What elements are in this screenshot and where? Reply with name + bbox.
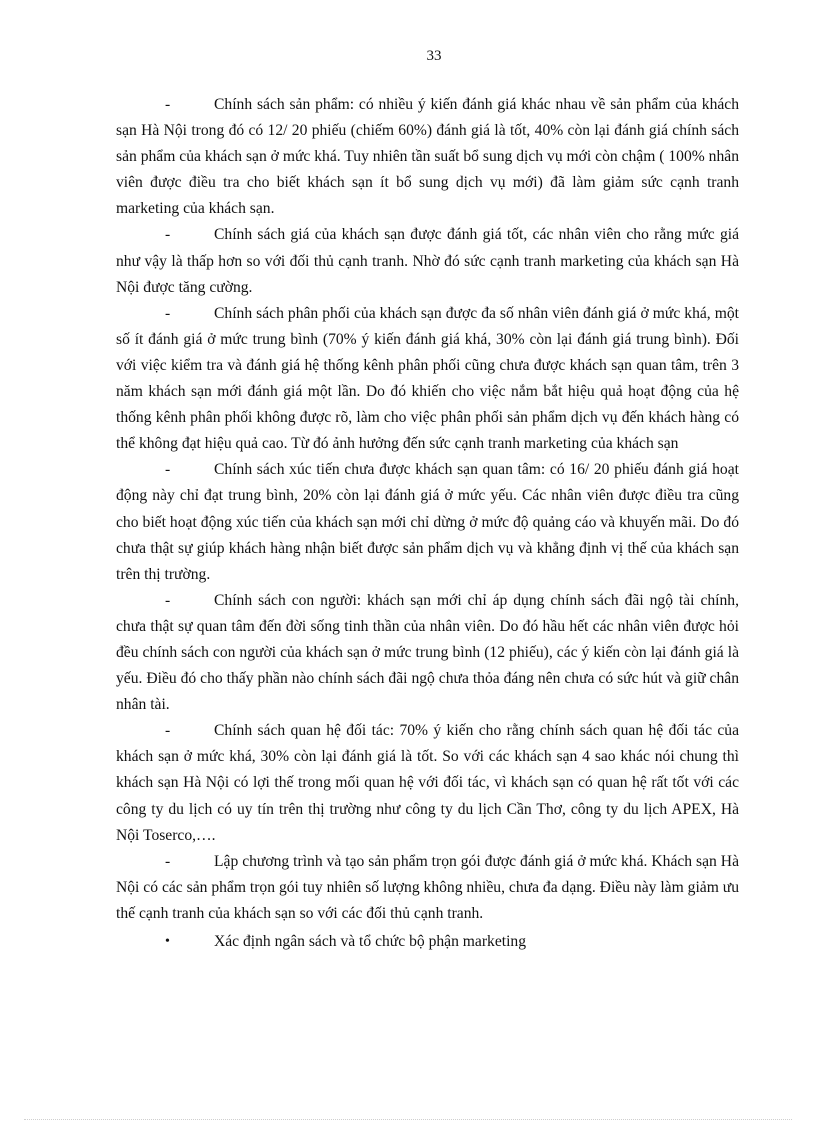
paragraph-text: Chính sách giá của khách sạn được đánh giá tốt, các nhân viên cho rằng mức giá như vậy là thấp hơn so với đối thủ cạnh tranh. Nhờ đó sức cạnh tranh marketing của khách sạn Hà Nội được tăng cường. [116,226,739,296]
dash-marker: - [165,226,171,244]
page-bottom-divider [24,1119,792,1120]
paragraph-package-products [116,849,739,927]
paragraph-product-policy [116,92,739,222]
paragraph-text: Chính sách xúc tiến chưa được khách sạn quan tâm: có 16/ 20 phiếu đánh giá hoạt động này chỉ đạt trung bình, 20% còn lại đánh giá ở mức yếu. Các nhân viên được điều tra cũng cho biết hoạt động xúc tiến của khách sạn mới chỉ dừng ở mức độ quảng cáo và khuyến mãi. Do đó chưa thật sự giúp khách hàng nhận biết được sản phẩm dịch vụ và khẳng định vị thế của khách sạn trên thị trường. [116,461,739,583]
dash-marker: - [165,591,171,609]
dash-marker: - [165,461,171,479]
paragraph-distribution-policy [116,301,739,458]
paragraph-partnership-policy [116,718,739,848]
dash-marker: - [165,304,171,322]
paragraph-text: Chính sách con người: khách sạn mới chỉ áp dụng chính sách đãi ngộ tài chính, chưa thật sự quan tâm đến đời sống tinh thần của nhân viên. Do đó hầu hết các nhân viên được hỏi đều chính sách con người của khách sạn ở mức trung bình (12 phiếu), các ý kiến còn lại đánh giá là yếu. Điều đó cho thấy phần nào chính sách đãi ngộ chưa thỏa đáng nên chưa có sức hút và giữ chân nhân tài. [116,591,739,714]
bullet-heading-text: Xác định ngân sách và tổ chức bộ phận marketing [214,933,526,950]
paragraph-text: Chính sách sản phẩm: có nhiều ý kiến đánh giá khác nhau về sản phẩm của khách sạn Hà Nội trong đó có 12/ 20 phiếu (chiếm 60%) đánh giá là tốt, 40% còn lại đánh giá chính sách sản phẩm của khách sạn ở mức khá. Tuy nhiên tần suất bổ sung dịch vụ mới còn chậm ( 100% nhân viên được điều tra cho biết khách sạn ít bổ sung dịch vụ mới) đã làm giảm sức cạnh tranh marketing của khách sạn. [116,96,739,218]
paragraph-price-policy [116,222,739,300]
bullet-icon: • [165,934,170,949]
document-body [116,92,739,955]
bullet-heading [116,929,739,955]
paragraph-text: Lập chương trình và tạo sản phẩm trọn gói được đánh giá ở mức khá. Khách sạn Hà Nội có các sản phẩm trọn gói tuy nhiên số lượng không nhiều, chưa đa dạng. Điều này làm giảm ưu thế cạnh tranh của khách sạn so với các đối thủ cạnh tranh. [116,852,739,922]
dash-marker: - [165,852,171,870]
paragraph-people-policy [116,588,739,718]
paragraph-text: Chính sách quan hệ đối tác: 70% ý kiến cho rằng chính sách quan hệ đối tác của khách sạn ở mức khá, 30% còn lại đánh giá là tốt. So với các khách sạn 4 sao khác nói chung thì khách sạn Hà Nội có lợi thế trong mối quan hệ với đối tác, vì khách sạn có quan hệ rất tốt với các công ty du lịch có uy tín trên thị trường như công ty du lịch Cần Thơ, công ty du lịch APEX, Hà Nội Toserco,…. [116,722,739,844]
dash-marker: - [165,96,171,113]
paragraph-promotion-policy [116,457,739,587]
paragraph-text: Chính sách phân phối của khách sạn được đa số nhân viên đánh giá ở mức khá, một số ít đánh giá ở mức trung bình (70% ý kiến đánh giá khá, 30% còn lại đánh giá trung bình). Đối với việc kiểm tra và đánh giá hệ thống kênh phân phối cũng chưa được khách sạn quan tâm, trên 3 năm khách sạn mới đánh giá một lần. Do đó khiến cho việc nắm bắt hiệu quả hoạt động của hệ thống kênh phân phối không được rõ, làm cho việc phân phối sản phẩm dịch vụ đến khách hàng có thể không đạt hiệu quả cao. Từ đó ảnh hưởng đến sức cạnh tranh marketing của khách sạn [116,304,739,453]
dash-marker: - [165,722,171,740]
page-number: 33 [426,48,442,64]
